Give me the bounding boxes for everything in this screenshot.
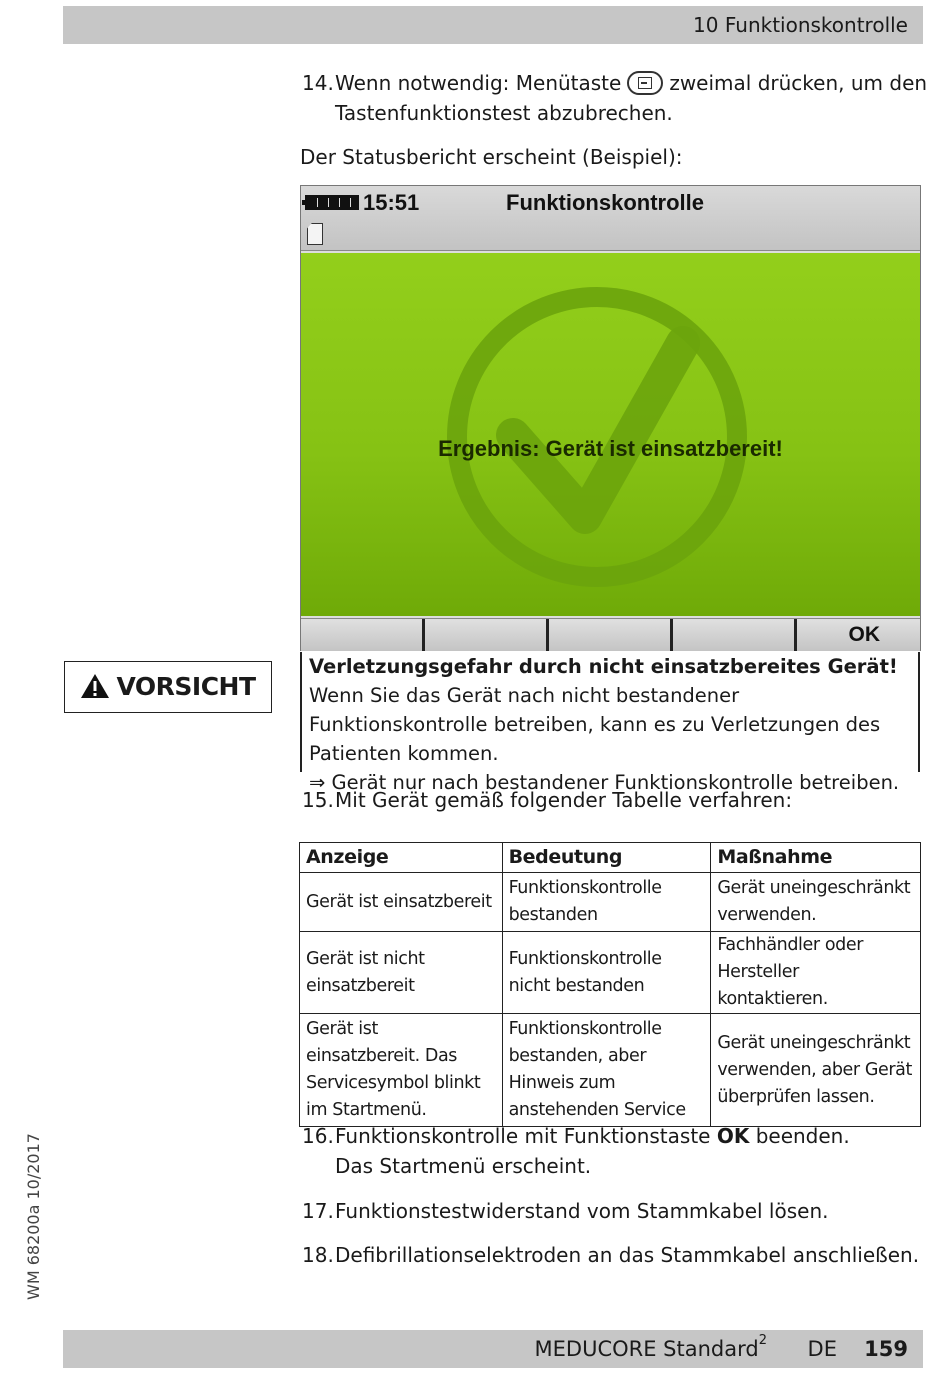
step-17 — [302, 1196, 829, 1226]
softkey-2[interactable] — [425, 619, 549, 651]
page-header-bar — [63, 6, 923, 44]
step-14 — [302, 68, 927, 128]
step-number: 16. — [302, 1124, 334, 1148]
step-16 — [302, 1121, 850, 1181]
step-number: 18. — [302, 1243, 334, 1267]
table-header-row — [300, 843, 921, 873]
caution-text-block — [300, 652, 920, 794]
product-name-text: MEDUCORE Standard — [534, 1337, 759, 1361]
softkey-3[interactable] — [549, 619, 673, 651]
table-cell: Gerät uneingeschränkt verwenden, aber Gerät überprüfen lassen. — [711, 1014, 921, 1127]
caution-heading: Verletzungsgefahr durch nicht einsatzbereites Gerät! — [309, 655, 898, 678]
column-header: Bedeutung — [502, 843, 711, 873]
result-message: Ergebnis: Gerät ist einsatzbereit! — [438, 436, 783, 461]
caution-label-box — [64, 661, 272, 713]
ok-key-reference: OK — [716, 1124, 750, 1148]
column-header: Anzeige — [300, 843, 503, 873]
step-text: Funktionskontrolle mit Funktionstaste — [335, 1124, 711, 1148]
step-number: 15. — [302, 788, 334, 812]
document-code: WM 68200a 10/2017 — [24, 1133, 43, 1300]
page-footer-bar — [63, 1330, 923, 1368]
step-18 — [302, 1240, 919, 1270]
caution-label: VORSICHT — [116, 672, 256, 701]
step-number: 17. — [302, 1199, 334, 1223]
step-continuation: Das Startmenü erscheint. — [335, 1154, 592, 1178]
step-text: Defibrillationselektroden an das Stammkabel anschließen. — [335, 1243, 920, 1267]
step-text: Mit Gerät gemäß folgender Tabelle verfahren: — [335, 788, 793, 812]
table-row — [300, 932, 921, 1014]
table-row — [300, 1014, 921, 1127]
screen-title: Funktionskontrolle — [506, 190, 704, 215]
product-superscript: 2 — [758, 1333, 767, 1348]
table-row — [300, 873, 921, 932]
screen-result-area — [301, 253, 920, 616]
screen-header — [301, 186, 920, 251]
language-code: DE — [807, 1337, 837, 1361]
softkey-ok[interactable]: OK — [797, 619, 920, 651]
table-cell: Gerät ist nicht einsatzbereit — [300, 932, 503, 1014]
table-cell: Gerät ist einsatzbereit. Das Servicesymbol blinkt im Startmenü. — [300, 1014, 503, 1127]
step-number: 14. — [302, 71, 334, 95]
screen-clock: 15:51 — [363, 190, 420, 215]
caution-body: Wenn Sie das Gerät nach nicht bestandener Funktionskontrolle betreiben, kann es zu Verletzungen des Patienten kommen. — [309, 684, 881, 765]
softkey-1[interactable] — [301, 619, 425, 651]
status-intro: Der Statusbericht erscheint (Beispiel): — [300, 145, 683, 169]
warning-triangle-icon — [80, 673, 110, 699]
softkey-bar — [301, 618, 920, 651]
battery-full-icon — [305, 195, 359, 210]
step-continuation: Tastenfunktionstest abzubrechen. — [335, 101, 673, 125]
step-text-after: beenden. — [755, 1124, 850, 1148]
table-cell: Funktionskontrolle nicht bestanden — [502, 932, 711, 1014]
table-cell: Gerät uneingeschränkt verwenden. — [711, 873, 921, 932]
status-meaning-table — [299, 842, 921, 1127]
softkey-4[interactable] — [673, 619, 797, 651]
menu-key-icon — [627, 71, 663, 95]
table-cell: Fachhändler oder Hersteller kontaktieren. — [711, 932, 921, 1014]
step-text: Funktionstestwiderstand vom Stammkabel lösen. — [335, 1199, 829, 1223]
step-15 — [302, 785, 792, 815]
step-text-after-icon: zweimal drücken, um den — [669, 71, 928, 95]
step-text: Wenn notwendig: Menütaste — [335, 71, 622, 95]
table-cell: Funktionskontrolle bestanden, aber Hinweis zum anstehenden Service — [502, 1014, 711, 1127]
column-header: Maßnahme — [711, 843, 921, 873]
caution-action: ⇒ Gerät nur nach bestandener Funktionskontrolle betreiben. — [309, 771, 900, 794]
section-title: 10 Funktionskontrolle — [693, 13, 908, 37]
page-number: 159 — [864, 1337, 908, 1361]
device-screen — [300, 185, 921, 651]
table-cell: Gerät ist einsatzbereit — [300, 873, 503, 932]
table-cell: Funktionskontrolle bestanden — [502, 873, 711, 932]
product-name — [534, 1333, 767, 1361]
sd-card-icon — [307, 223, 323, 245]
